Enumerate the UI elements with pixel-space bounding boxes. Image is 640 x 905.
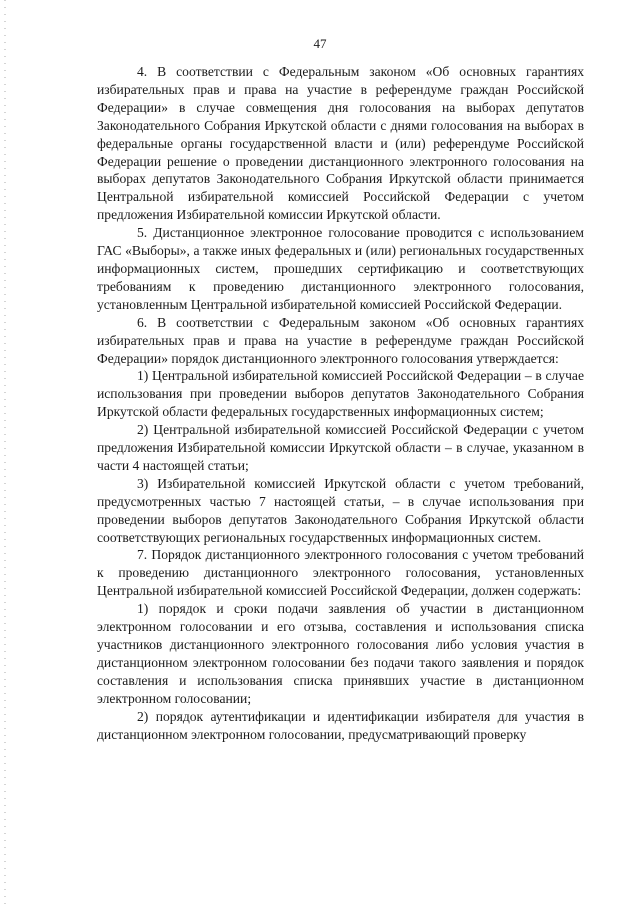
paragraph-part-5: 5. Дистанционное электронное голосование проводится с использованием ГАС «Выборы», а также иных федеральных и (или) региональных государственных информационных систем, прошедших сертификацию и соответствующих требованиям к проведению дистанционного электронного голосования, установленным Центральной избирательной комиссией Российской Федерации. bbox=[97, 225, 584, 312]
paragraph-part-6: 6. В соответствии с Федеральным законом «Об основных гарантиях избирательных прав и права на участие в референдуме граждан Российской Федерации» порядок дистанционного электронного голосования утверждается: bbox=[97, 314, 584, 366]
paragraph-part-7-item-2: 2) порядок аутентификации и идентификации избирателя для участия в дистанционном электронном голосовании, предусматривающий проверку bbox=[97, 708, 584, 742]
paragraph-part-7: 7. Порядок дистанционного электронного голосования с учетом требований к проведению дистанционного электронного голосования, установленных Центральной избирательной комиссией Российской Федерации, должен содержать: bbox=[97, 547, 584, 599]
paragraph-part-6-item-2: 2) Центральной избирательной комиссией Российской Федерации с учетом предложения Избирательной комиссии Иркутской области – в случае, указанном в части 4 настоящей статьи; bbox=[97, 422, 584, 473]
paragraph-part-7-item-1: 1) порядок и сроки подачи заявления об участии в дистанционном электронном голосовании и его отзыва, составления и использования списка участников дистанционного электронного голосования либо условия участия в дистанционном электронном голосовании без подачи такого заявления и порядок составления и использования списка принявших участие в дистанционном электронном голосовании; bbox=[97, 601, 584, 706]
paragraph-part-6-item-1: 1) Центральной избирательной комиссией Российской Федерации – в случае использования при проведении выборов депутатов Законодательного Собрания Иркутской области федеральных государственных информационных систем; bbox=[97, 368, 584, 420]
scan-margin-marks bbox=[4, 0, 6, 905]
paragraph-part-4: 4. В соответствии с Федеральным законом «Об основных гарантиях избирательных прав и права на участие в референдуме граждан Российской Федерации» в случае совмещения дня голосования на выборах депутатов Законодательного Собрания Иркутской области с днями голосования на выборах в федеральные органы государственной власти и (или) референдуме Российской Федерации решение о проведении дистанционного электронного голосования на выборах депутатов Законодательного Собрания Иркутской области принимается Центральной избирательной комиссией Российской Федерации с учетом предложения Избирательной комиссии Иркутской области. bbox=[97, 64, 584, 223]
paragraph-part-6-item-3: 3) Избирательной комиссией Иркутской области с учетом требований, предусмотренных частью 7 настоящей статьи, – в случае использования при проведении выборов депутатов Законодательного Собрания Иркутской области соответствующих региональных государственных информационных систем. bbox=[97, 475, 584, 545]
page-number: 47 bbox=[313, 36, 327, 51]
document-body bbox=[97, 63, 584, 743]
